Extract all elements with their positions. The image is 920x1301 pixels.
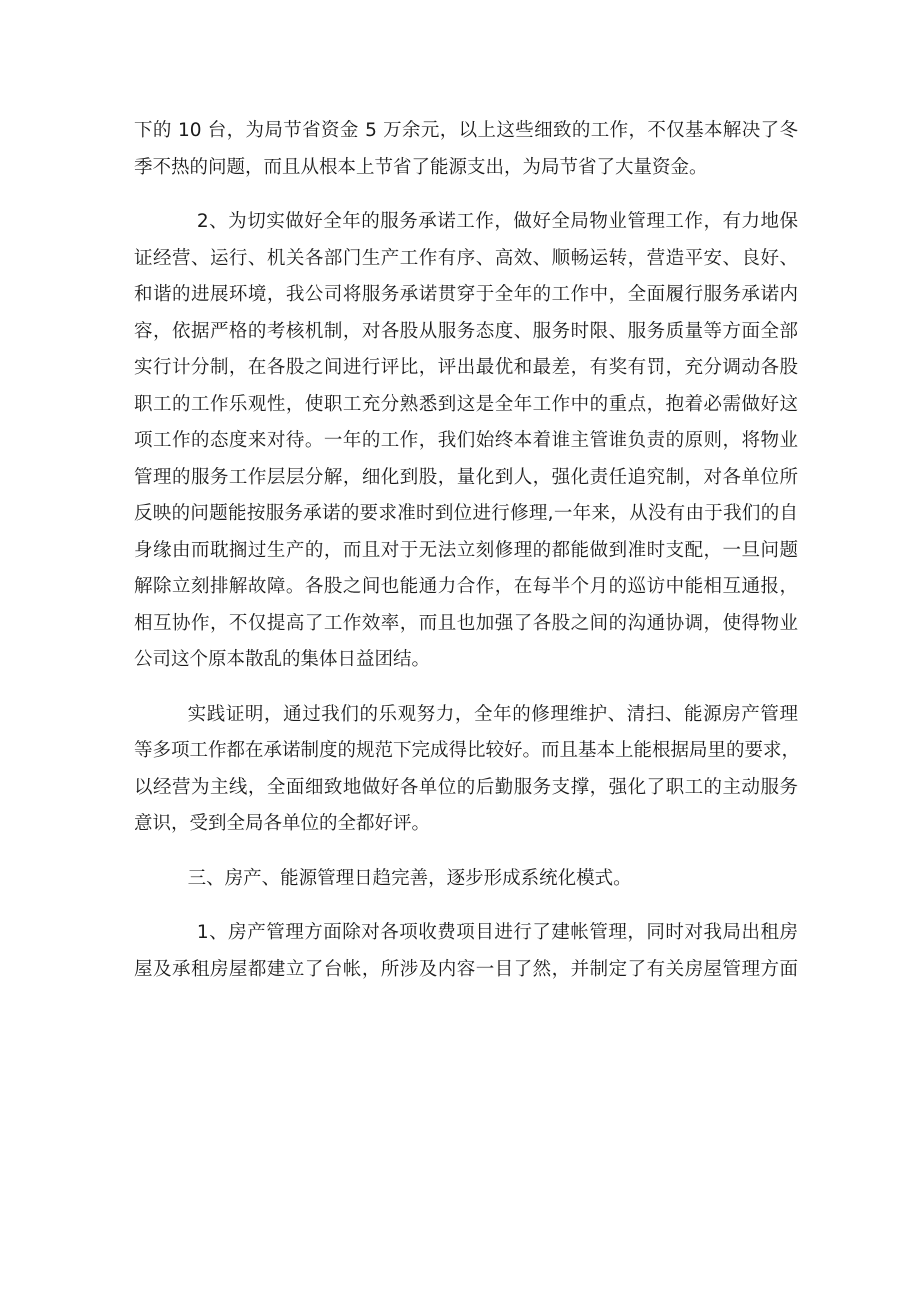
text-line: 季不热的问题，而且从根本上节省了能源支出，为局节省了大量资金。 [134,156,708,178]
text-line: 反映的问题能按服务承诺的要求准时到位进行修理,一年来，从没有由于我们的自 [134,503,798,524]
text-line: 实行计分制，在各股之间进行评比，评出最优和最差，有奖有罚，充分调动各股 [134,357,798,378]
text-line: 容，依据严格的考核机制，对各股从服务态度、服务时限、服务质量等方面全部 [134,320,798,342]
document-body [134,113,801,1006]
section-heading-three [134,861,798,898]
text-line: 2、为切实做好全年的服务承诺工作，做好全局物业管理工作，有力地保 [196,211,798,232]
text-line: 和谐的进展环境，我公司将服务承诺贯穿于全年的工作中，全面履行服务承诺内 [134,284,798,305]
paragraph-property-management [134,915,798,988]
text-line: 意识，受到全局各单位的全都好评。 [134,813,431,834]
text-line: 证经营、运行、机关各部门生产工作有序、高效、顺畅运转，营造平安、良好、 [134,247,798,269]
paragraph-continuation [134,113,798,186]
text-line: 解除立刻排解故障。各股之间也能通力合作，在每半个月的巡访中能相互通报， [134,576,798,597]
text-line: 身缘由而耽搁过生产的，而且对于无法立刻修理的都能做到准时支配，一旦问题 [134,539,798,561]
text-line: 三、房产、能源管理日趋完善，逐步形成系统化模式。 [187,867,632,889]
text-line: 职工的工作乐观性，使职工充分熟悉到这是全年工作中的重点，抱着必需做好这 [134,393,798,415]
text-line: 公司这个原本散乱的集体日益团结。 [134,649,431,670]
text-line: 管理的服务工作层层分解，细化到股，量化到人，强化责任追究制，对各单位所 [134,466,798,488]
paragraph-service-commitment [134,204,798,679]
text-line: 1、房产管理方面除对各项收费项目进行了建帐管理，同时对我局出租房 [196,922,798,943]
text-line: 下的 10 台，为局节省资金 5 万余元，以上这些细致的工作，不仅基本解决了冬 [134,120,798,141]
paragraph-practice-proof [134,697,801,843]
text-line: 以经营为主线，全面细致地做好各单位的后勤服务支撑，强化了职工的主动服务 [134,776,798,798]
text-line: 实践证明，通过我们的乐观努力，全年的修理维护、清扫、能源房产管理 [187,703,798,725]
text-line: 相互协作，不仅提高了工作效率，而且也加强了各股之间的沟通协调，使得物业 [134,612,798,634]
text-line: 项工作的态度来对待。一年的工作，我们始终本着谁主管谁负责的原则，将物业 [134,430,798,451]
text-line: 屋及承租房屋都建立了台帐，所涉及内容一目了然，并制定了有关房屋管理方面 [134,958,798,980]
text-line: 等多项工作都在承诺制度的规范下完成得比较好。而且基本上能根据局里的要求， [134,740,801,761]
